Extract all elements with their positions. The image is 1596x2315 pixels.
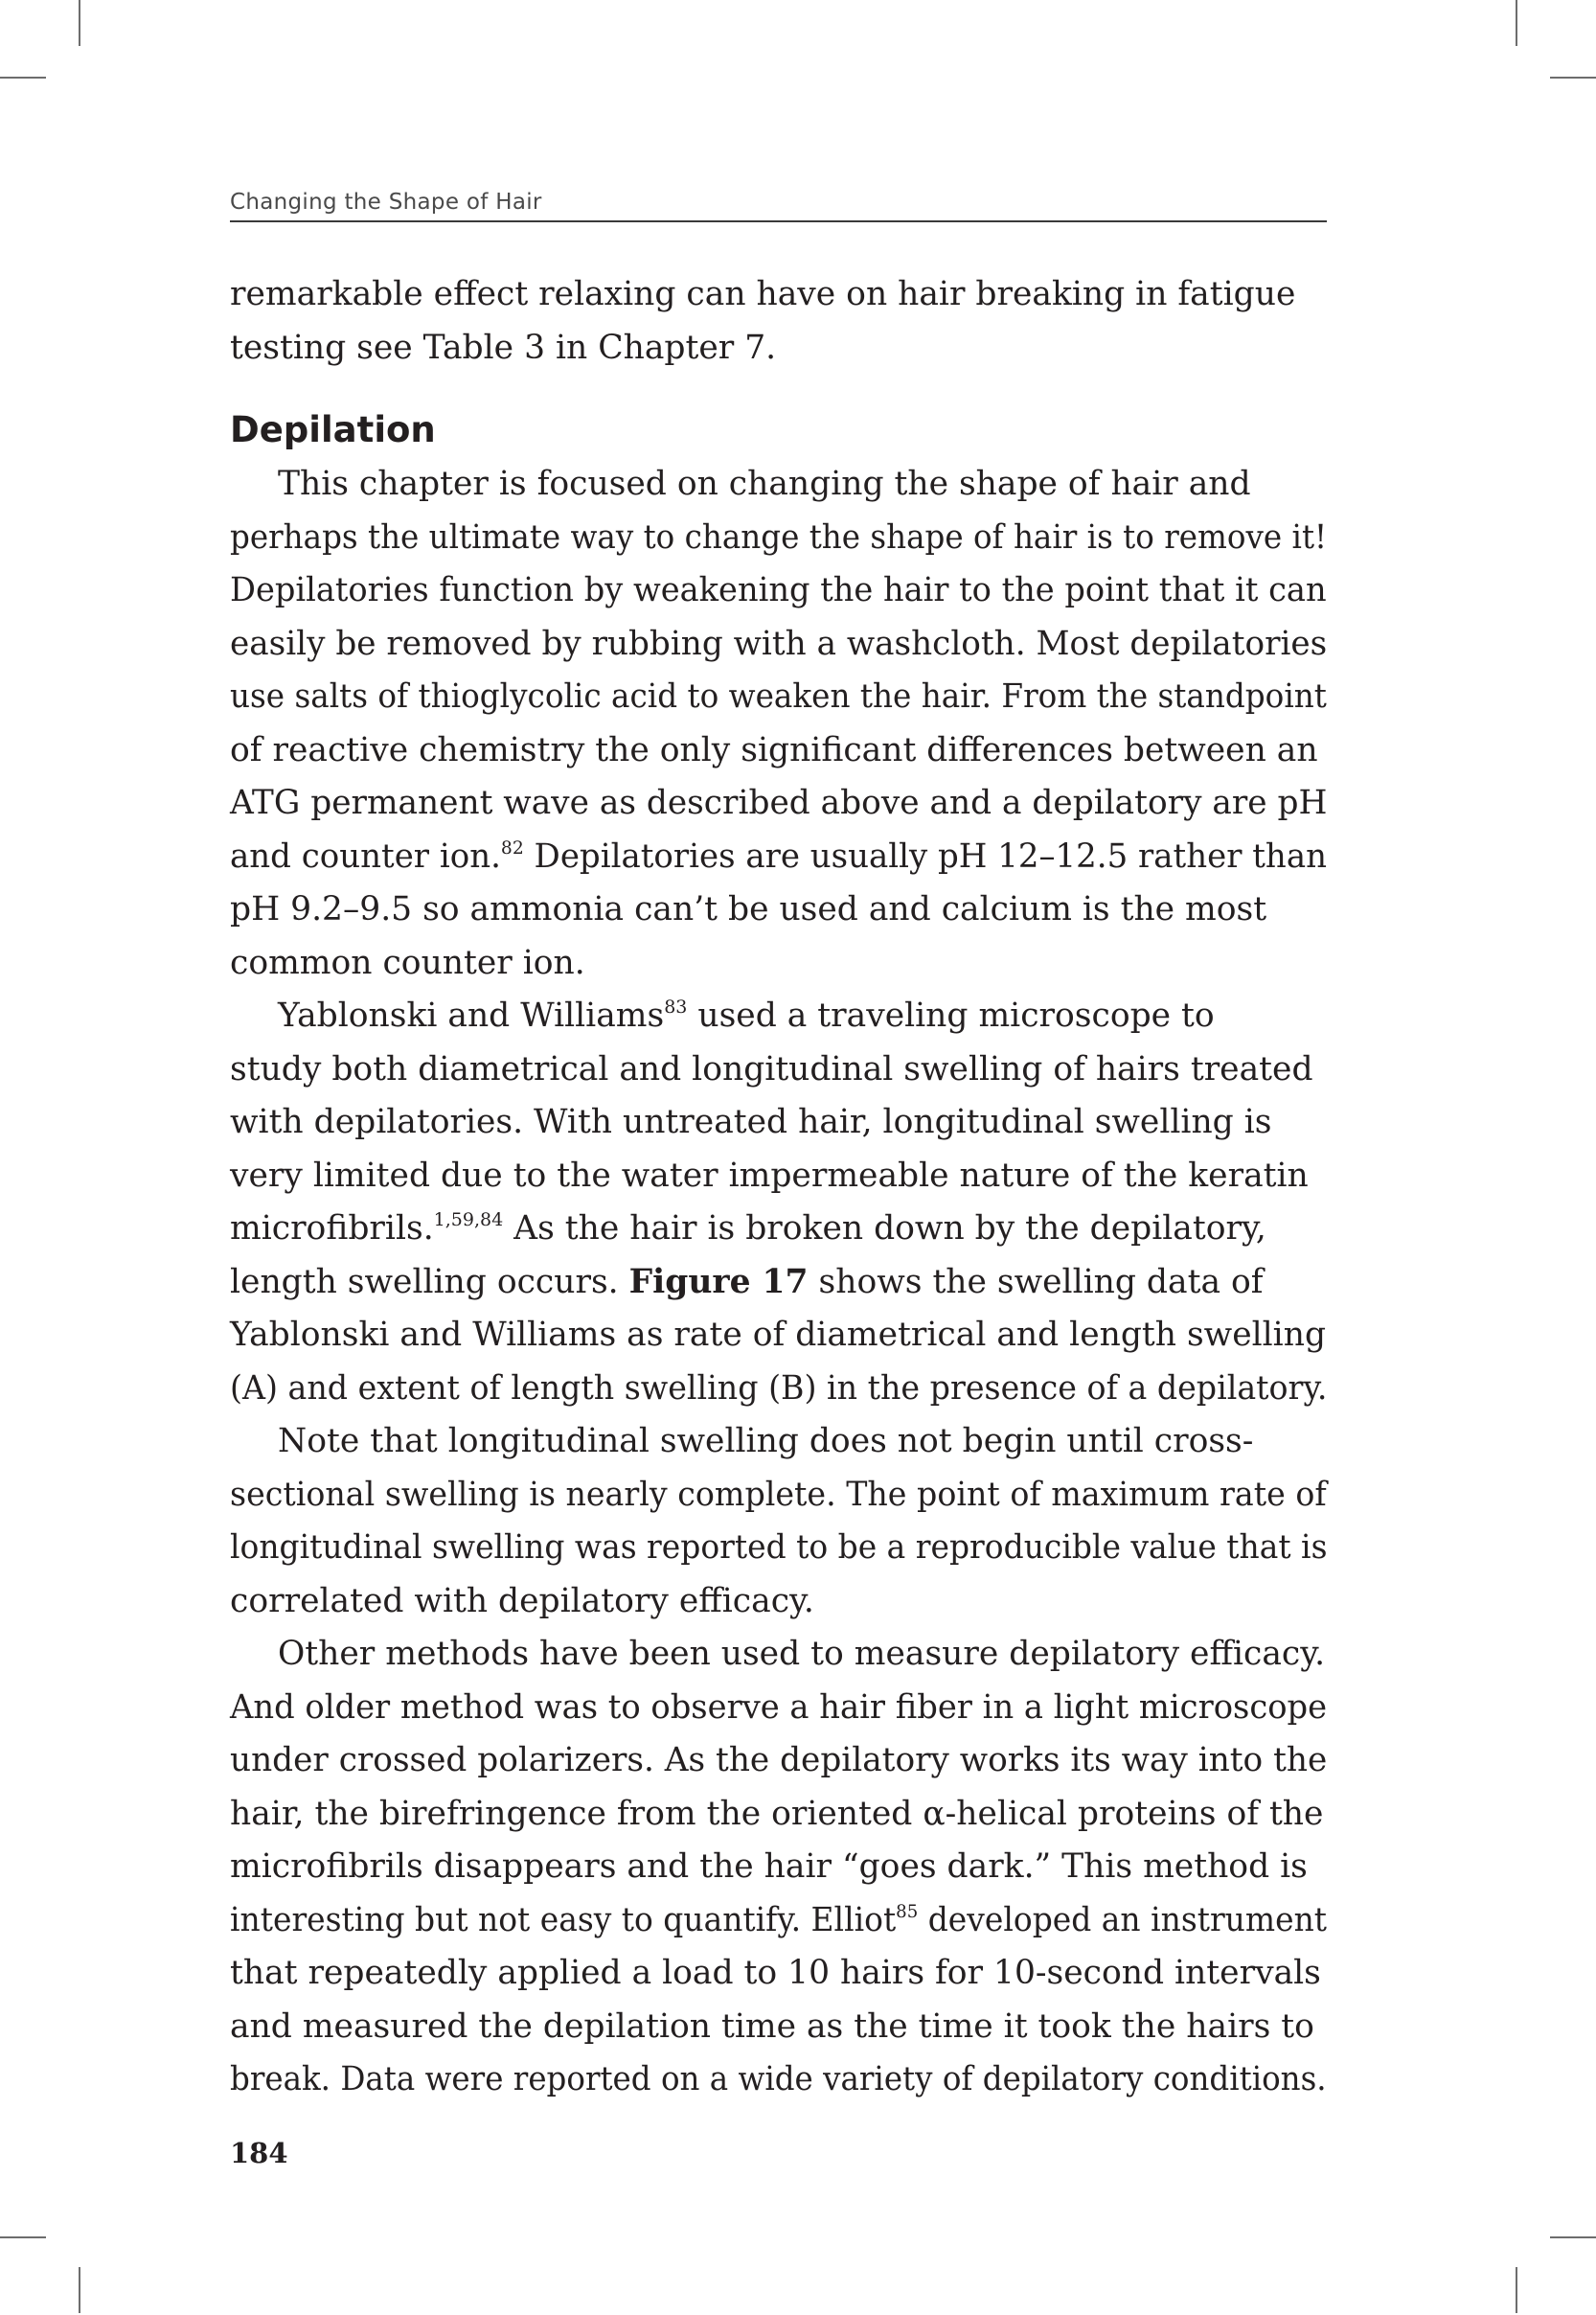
text-line: under crossed polarizers. As the depilatory works its way into the: [230, 1741, 1328, 1779]
text-fragment: and counter ion.: [230, 837, 501, 876]
text-line: break. Data were reported on a wide variety of depilatory conditions.: [230, 2060, 1327, 2098]
text-line: [230, 1894, 1328, 1948]
text-fragment: length swelling occurs.: [230, 1262, 629, 1301]
paragraph-4: [230, 1628, 1327, 2107]
text-line: pH 9.2–9.5 so ammonia can’t be used and calcium is the most: [230, 890, 1267, 928]
text-line: and measured the depilation time as the time it took the hairs to: [230, 2006, 1314, 2046]
text-line: very limited due to the water impermeable nature of the keratin: [230, 1156, 1309, 1195]
text-line: [230, 1256, 1327, 1310]
text-fragment: Yablonski and Williams: [278, 997, 665, 1035]
text-line: (A) and extent of length swelling (B) in the presence of a depilatory.: [230, 1368, 1328, 1408]
crop-mark: [1516, 0, 1517, 46]
text-fragment: used a traveling microscope to: [687, 997, 1215, 1035]
text-fragment: As the hair is broken down by the depilatory,: [503, 1209, 1266, 1248]
text-line: ATG permanent wave as described above and a depilatory are pH: [230, 784, 1328, 822]
text-fragment: interesting but not easy to quantify. Elliot: [230, 1900, 897, 1939]
text-line: This chapter is focused on changing the shape of hair and: [278, 465, 1251, 503]
text-line: common counter ion.: [230, 943, 585, 982]
text-fragment: developed an instrument: [918, 1900, 1328, 1939]
text-line: hair, the birefringence from the oriented α-helical proteins of the: [230, 1794, 1324, 1833]
crop-mark: [0, 2236, 46, 2238]
text-line: [230, 1203, 1327, 1256]
text-line: remarkable effect relaxing can have on hair breaking in fatigue: [230, 275, 1296, 313]
paragraph-3: [230, 1415, 1327, 1628]
text-line: testing see Table 3 in Chapter 7.: [230, 328, 777, 367]
paragraph-1: [230, 458, 1327, 990]
intro-paragraph: [230, 268, 1327, 375]
text-line: sectional swelling is nearly complete. The point of maximum rate of: [230, 1475, 1327, 1514]
text-line: study both diametrical and longitudinal swelling of hairs treated: [230, 1049, 1313, 1089]
text-line: longitudinal swelling was reported to be a reproducible value that is: [230, 1528, 1328, 1567]
crop-mark: [79, 2267, 80, 2313]
text-line: of reactive chemistry the only significant differences between an: [230, 730, 1318, 769]
crop-mark: [1516, 2267, 1517, 2313]
section-heading: Depilation: [230, 409, 436, 450]
crop-mark: [0, 77, 46, 79]
text-line: [230, 831, 1328, 884]
text-line: microfibrils disappears and the hair “goes dark.” This method is: [230, 1847, 1308, 1886]
citation-superscript: 83: [664, 997, 688, 1018]
text-fragment: microfibrils.: [230, 1209, 434, 1248]
text-line: Note that longitudinal swelling does not begin until cross-: [278, 1422, 1254, 1460]
text-line: correlated with depilatory efficacy.: [230, 1581, 814, 1620]
paragraph-2: [230, 990, 1327, 1415]
text-line: Depilatories function by weakening the hair to the point that it can: [230, 571, 1327, 609]
crop-mark: [79, 0, 80, 46]
text-line: with depilatories. With untreated hair, longitudinal swelling is: [230, 1103, 1272, 1141]
citation-superscript: 1,59,84: [433, 1209, 504, 1230]
body-text: [230, 268, 1327, 2107]
crop-mark: [1550, 77, 1596, 79]
page-number: 184: [230, 2137, 288, 2169]
text-line: perhaps the ultimate way to change the shape of hair is to remove it!: [230, 517, 1328, 557]
text-line: Yablonski and Williams as rate of diametrical and length swelling: [230, 1316, 1327, 1354]
text-fragment: Depilatories are usually pH 12–12.5 rather than: [523, 837, 1328, 876]
running-header: Changing the Shape of Hair: [230, 190, 1327, 222]
text-fragment: shows the swelling data of: [808, 1262, 1264, 1301]
citation-superscript: 85: [896, 1900, 919, 1922]
text-line: [230, 990, 1375, 1043]
text-line: that repeatedly applied a load to 10 hairs for 10-second intervals: [230, 1954, 1321, 1992]
text-line: use salts of thioglycolic acid to weaken the hair. From the standpoint: [230, 677, 1327, 716]
citation-superscript: 82: [500, 837, 524, 859]
figure-reference: Figure 17: [628, 1262, 809, 1301]
text-line: easily be removed by rubbing with a washcloth. Most depilatories: [230, 624, 1328, 663]
crop-mark: [1550, 2236, 1596, 2238]
text-line: Other methods have been used to measure depilatory efficacy.: [278, 1635, 1326, 1673]
text-line: And older method was to observe a hair fiber in a light microscope: [230, 1687, 1328, 1727]
